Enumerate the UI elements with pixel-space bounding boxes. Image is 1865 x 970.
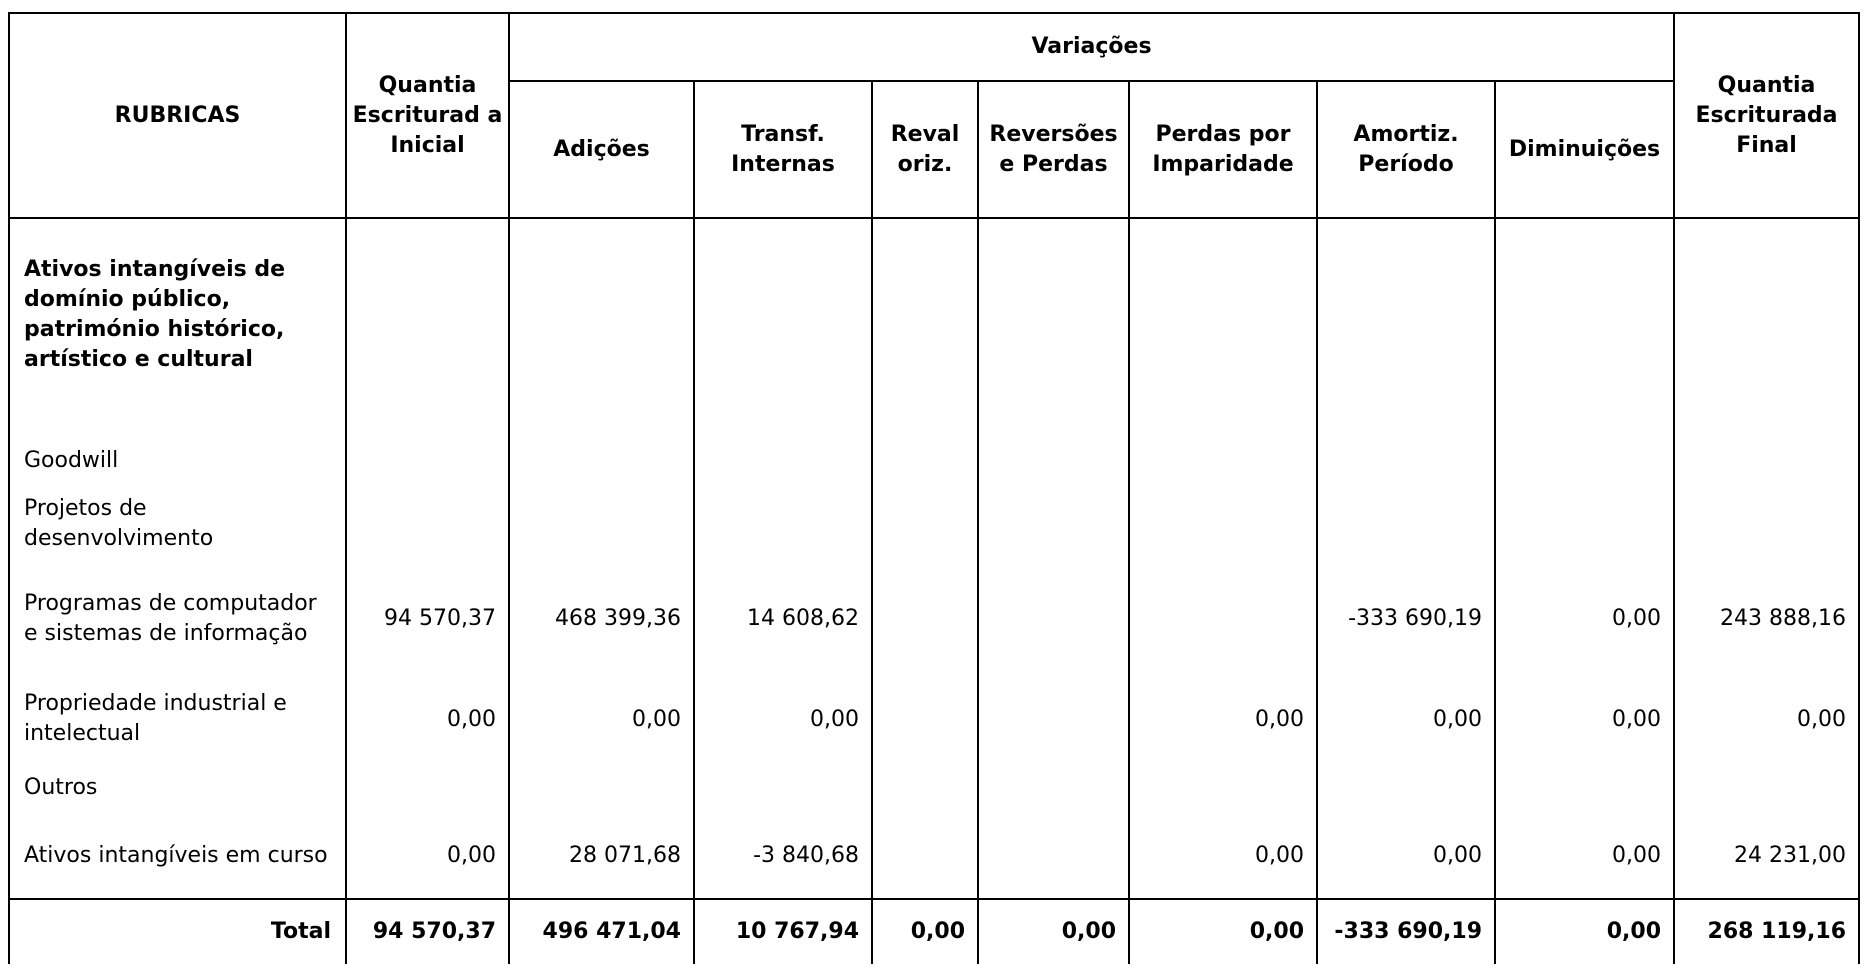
cell-value — [978, 814, 1129, 898]
cell-value — [872, 761, 978, 814]
cell-value — [978, 434, 1129, 487]
cell-value — [1129, 218, 1317, 434]
cell-value: 14 608,62 — [694, 561, 872, 677]
cell-value — [978, 487, 1129, 561]
cell-value — [1674, 487, 1859, 561]
cell-value — [509, 487, 694, 561]
cell-value — [1317, 487, 1495, 561]
cell-value: 0,00 — [1317, 677, 1495, 761]
header-quantia-final: Quantia Escriturada Final — [1674, 13, 1859, 218]
cell-value — [1674, 434, 1859, 487]
cell-value: 0,00 — [1495, 561, 1674, 677]
header-rubricas: RUBRICAS — [9, 13, 346, 218]
row-label: Ativos intangíveis de domínio público, património histórico, artístico e cultural — [9, 218, 346, 434]
total-value: 496 471,04 — [509, 899, 694, 964]
row-label: Outros — [9, 761, 346, 814]
cell-value — [872, 487, 978, 561]
cell-value — [1495, 434, 1674, 487]
cell-value — [872, 434, 978, 487]
total-row — [9, 899, 1859, 964]
total-value: -333 690,19 — [1317, 899, 1495, 964]
cell-value — [509, 434, 694, 487]
cell-value — [1129, 434, 1317, 487]
cell-value: 0,00 — [1129, 814, 1317, 898]
cell-value — [346, 434, 509, 487]
cell-value: -3 840,68 — [694, 814, 872, 898]
cell-value — [1495, 487, 1674, 561]
total-value: 10 767,94 — [694, 899, 872, 964]
cell-value: -333 690,19 — [1317, 561, 1495, 677]
header-perdas-imparidade: Perdas por Imparidade — [1129, 81, 1317, 218]
total-value: 0,00 — [978, 899, 1129, 964]
cell-value — [509, 218, 694, 434]
header-variacoes: Variações — [509, 13, 1674, 81]
table-body — [9, 218, 1859, 964]
cell-value — [1317, 434, 1495, 487]
table-row — [9, 814, 1859, 898]
cell-value: 468 399,36 — [509, 561, 694, 677]
cell-value: 0,00 — [1495, 814, 1674, 898]
cell-value — [1129, 561, 1317, 677]
table-row — [9, 218, 1859, 434]
cell-value — [1129, 761, 1317, 814]
cell-value: 0,00 — [1674, 677, 1859, 761]
cell-value: 0,00 — [1129, 677, 1317, 761]
row-label: Propriedade industrial e intelectual — [9, 677, 346, 761]
row-label: Goodwill — [9, 434, 346, 487]
cell-value: 24 231,00 — [1674, 814, 1859, 898]
cell-value — [346, 487, 509, 561]
table-row — [9, 487, 1859, 561]
cell-value — [346, 761, 509, 814]
cell-value: 0,00 — [346, 814, 509, 898]
total-value: 0,00 — [1495, 899, 1674, 964]
cell-value — [978, 761, 1129, 814]
cell-value: 243 888,16 — [1674, 561, 1859, 677]
table-row — [9, 561, 1859, 677]
cell-value — [1674, 761, 1859, 814]
cell-value — [1129, 487, 1317, 561]
cell-value — [694, 434, 872, 487]
cell-value: 28 071,68 — [509, 814, 694, 898]
header-amortiz: Amortiz. Período — [1317, 81, 1495, 218]
total-value: 0,00 — [872, 899, 978, 964]
total-value: 94 570,37 — [346, 899, 509, 964]
table-row — [9, 761, 1859, 814]
cell-value — [509, 761, 694, 814]
cell-value — [1317, 218, 1495, 434]
cell-value — [978, 218, 1129, 434]
row-label: Projetos de desenvolvimento — [9, 487, 346, 561]
cell-value — [694, 761, 872, 814]
header-revaloriz: Reval oriz. — [872, 81, 978, 218]
cell-value — [872, 218, 978, 434]
header-reversoes: Reversões e Perdas — [978, 81, 1129, 218]
cell-value: 0,00 — [694, 677, 872, 761]
cell-value — [694, 218, 872, 434]
cell-value: 0,00 — [1317, 814, 1495, 898]
header-quantia-inicial: Quantia Escriturad a Inicial — [346, 13, 509, 218]
cell-value — [694, 487, 872, 561]
cell-value — [978, 677, 1129, 761]
header-adicoes: Adições — [509, 81, 694, 218]
cell-value — [1495, 761, 1674, 814]
cell-value — [872, 814, 978, 898]
total-value: 0,00 — [1129, 899, 1317, 964]
cell-value — [1495, 218, 1674, 434]
table-row — [9, 677, 1859, 761]
cell-value: 94 570,37 — [346, 561, 509, 677]
total-value: 268 119,16 — [1674, 899, 1859, 964]
row-label: Ativos intangíveis em curso — [9, 814, 346, 898]
intangible-assets-table — [8, 12, 1860, 964]
header-diminuicoes: Diminuições — [1495, 81, 1674, 218]
total-label: Total — [9, 899, 346, 964]
cell-value — [872, 677, 978, 761]
cell-value — [978, 561, 1129, 677]
cell-value — [1674, 218, 1859, 434]
row-label: Programas de computador e sistemas de informação — [9, 561, 346, 677]
table-row — [9, 434, 1859, 487]
cell-value — [872, 561, 978, 677]
header-transf-internas: Transf. Internas — [694, 81, 872, 218]
cell-value: 0,00 — [1495, 677, 1674, 761]
cell-value — [346, 218, 509, 434]
cell-value — [1317, 761, 1495, 814]
cell-value: 0,00 — [346, 677, 509, 761]
cell-value: 0,00 — [509, 677, 694, 761]
